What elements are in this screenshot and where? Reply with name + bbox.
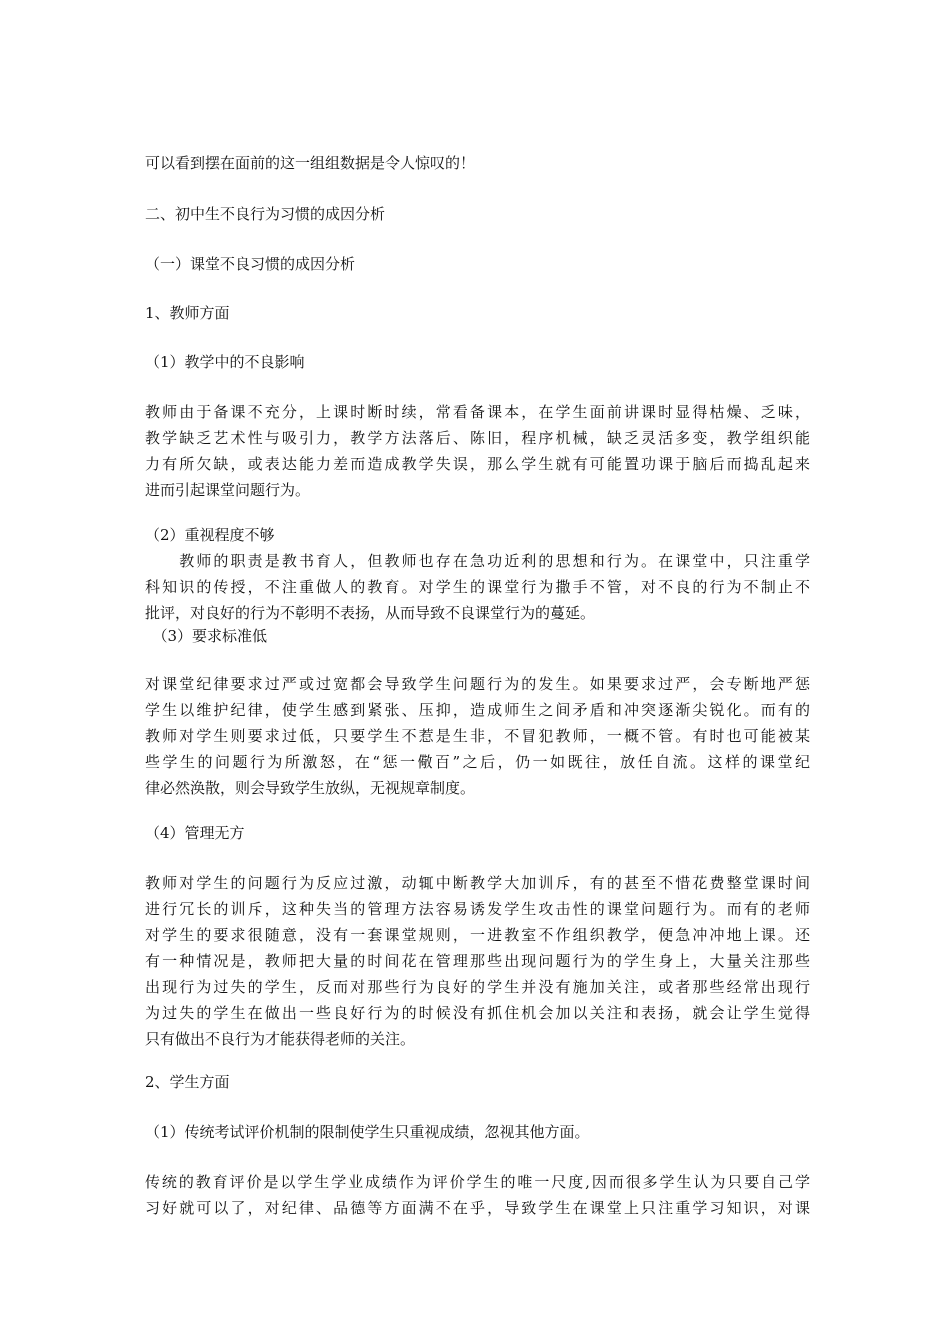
text-line: 教师对学生的问题行为反应过激，动辄中断教学大加训斥，有的甚至不惜花费整堂课时间 [145,874,810,892]
text-line: 对课堂纪律要求过严或过宽都会导致学生问题行为的发生。如果要求过严，会专断地严惩 [145,675,810,693]
text-line: 传统的教育评价是以学生学业成绩作为评价学生的唯一尺度,因而很多学生认为只要自己学 [145,1173,810,1191]
text-line: 为过失的学生在做出一些良好行为的时候没有抓住机会加以关注和表扬，就会让学生觉得 [145,1004,810,1022]
heading-low-standards: （3）要求标准低 [145,627,268,645]
paragraph-bad-influence [145,399,810,503]
subsection-heading-1: （一）课堂不良习惯的成因分析 [145,255,356,273]
paragraph-low-standards [145,671,810,801]
heading-insufficient-attention: （2）重视程度不够 [145,526,275,544]
text-line: 教师的职责是教书育人，但教师也存在急功近利的思想和行为。在课堂中，只注重学 [145,552,810,570]
paragraph-poor-management [145,870,810,1052]
heading-poor-management: （4）管理无方 [145,824,245,842]
text-line: 教师由于备课不充分，上课时断时续，常看备课本，在学生面前讲课时显得枯燥、乏味， [145,403,810,421]
heading-exam-evaluation: （1）传统考试评价机制的限制使学生只重视成绩，忽视其他方面。 [145,1123,590,1141]
heading-teacher-aspect: 1、教师方面 [145,304,230,322]
text-line: 教学缺乏艺术性与吸引力，教学方法落后、陈旧，程序机械，缺乏灵活多变，教学组织能 [145,429,810,447]
text-line: 只有做出不良行为才能获得老师的关注。 [145,1030,416,1048]
text-line: 学生以维护纪律，使学生感到紧张、压抑，造成师生之间矛盾和冲突逐渐尖锐化。而有的 [145,701,810,719]
text-line: 律必然涣散，则会导致学生放纵，无视规章制度。 [145,779,476,797]
text-line: 有一种情况是，教师把大量的时间花在管理那些出现问题行为的学生身上，大量关注那些 [145,952,810,970]
heading-bad-influence: （1）教学中的不良影响 [145,353,305,371]
text-line: 进而引起课堂问题行为。 [145,481,311,499]
text-line: 进行冗长的训斥，这种失当的管理方法容易诱发学生攻击性的课堂问题行为。而有的老师 [145,900,810,918]
text-line: 批评，对良好的行为不彰明不表扬，从而导致不良课堂行为的蔓延。 [145,604,596,622]
text-line: 教师对学生则要求过低，只要学生不惹是生非，不冒犯教师，一概不管。有时也可能被某 [145,727,810,745]
paragraph-insufficient-attention [145,548,810,626]
text-line: 习好就可以了，对纪律、品德等方面满不在乎，导致学生在课堂上只注重学习知识，对课 [145,1199,810,1217]
text-line: 对学生的要求很随意，没有一套课堂规则，一进教室不作组织教学，便急冲冲地上课。还 [145,926,810,944]
paragraph-exam-evaluation [145,1169,810,1221]
paragraph-intro: 可以看到摆在面前的这一组组数据是令人惊叹的！ [145,154,476,172]
text-line: 出现行为过失的学生，反而对那些行为良好的学生并没有施加关注，或者那些经常出现行 [145,978,810,996]
heading-student-aspect: 2、学生方面 [145,1073,230,1091]
section-heading-2: 二、初中生不良行为习惯的成因分析 [145,205,386,223]
text-line: 科知识的传授，不注重做人的教育。对学生的课堂行为撒手不管，对不良的行为不制止不 [145,578,810,596]
text-line: 力有所欠缺，或表达能力差而造成教学失误，那么学生就有可能置功课于脑后而捣乱起来 [145,455,810,473]
text-line: 些学生的问题行为所激怒，在“惩一儆百”之后，仍一如既往，放任自流。这样的课堂纪 [145,753,810,771]
